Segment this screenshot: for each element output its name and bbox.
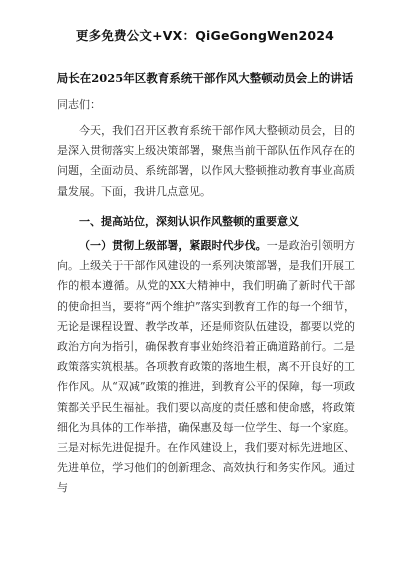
- header-banner: 更多免费公文+VX：QiGeGongWen2024: [75, 28, 335, 43]
- section-heading: 一、提高站位，深刻认识作风整顿的重要意义: [79, 215, 299, 228]
- intro-paragraph: 今天，我们召开区教育系统干部作风大整顿动员会，目的是深入贯彻落实上级决策部署，聚焦当前干部队伍作风存在的问题，全面动员、系统部署，以作风大整顿推动教育事业高质量发展。下面，我讲几点意见。: [57, 124, 355, 198]
- salutation: 同志们：: [57, 98, 101, 111]
- subsection-lead: （一）贯彻上级部署，紧跟时代步伐。: [79, 239, 267, 252]
- document-title: 局长在2025年区教育系统干部作风大整顿动员会上的讲话: [56, 71, 354, 85]
- subsection-paragraph: [57, 236, 355, 499]
- subsection-body: 一是政治引领明方向。上级关于干部作风建设的一系列决策部署，是我们开展工作的根本遵循。从党的XX大精神中，我们明确了新时代干部的使命担当，要将“两个维护”落实到教育工作的每一个细节，无论是课程设置、教学改革，还是师资队伍建设，都要以党的政治方向为指引，确保教育事业始终沿着正确道路前行。二是政策落实筑根基。各项教育政策的落地生根，离不开良好的工作作风。从“双减”政策的推进，到教育公平的保障，每一项政策都关乎民生福祉。我们要以高度的责任感和使命感，将政策细化为具体的工作举措，确保惠及每一位学生、每一个家庭。三是对标先进促提升。在作风建设上，我们要对标先进地区、先进单位，学习他们的创新理念、高效执行和务实作风。通过与: [57, 239, 356, 495]
